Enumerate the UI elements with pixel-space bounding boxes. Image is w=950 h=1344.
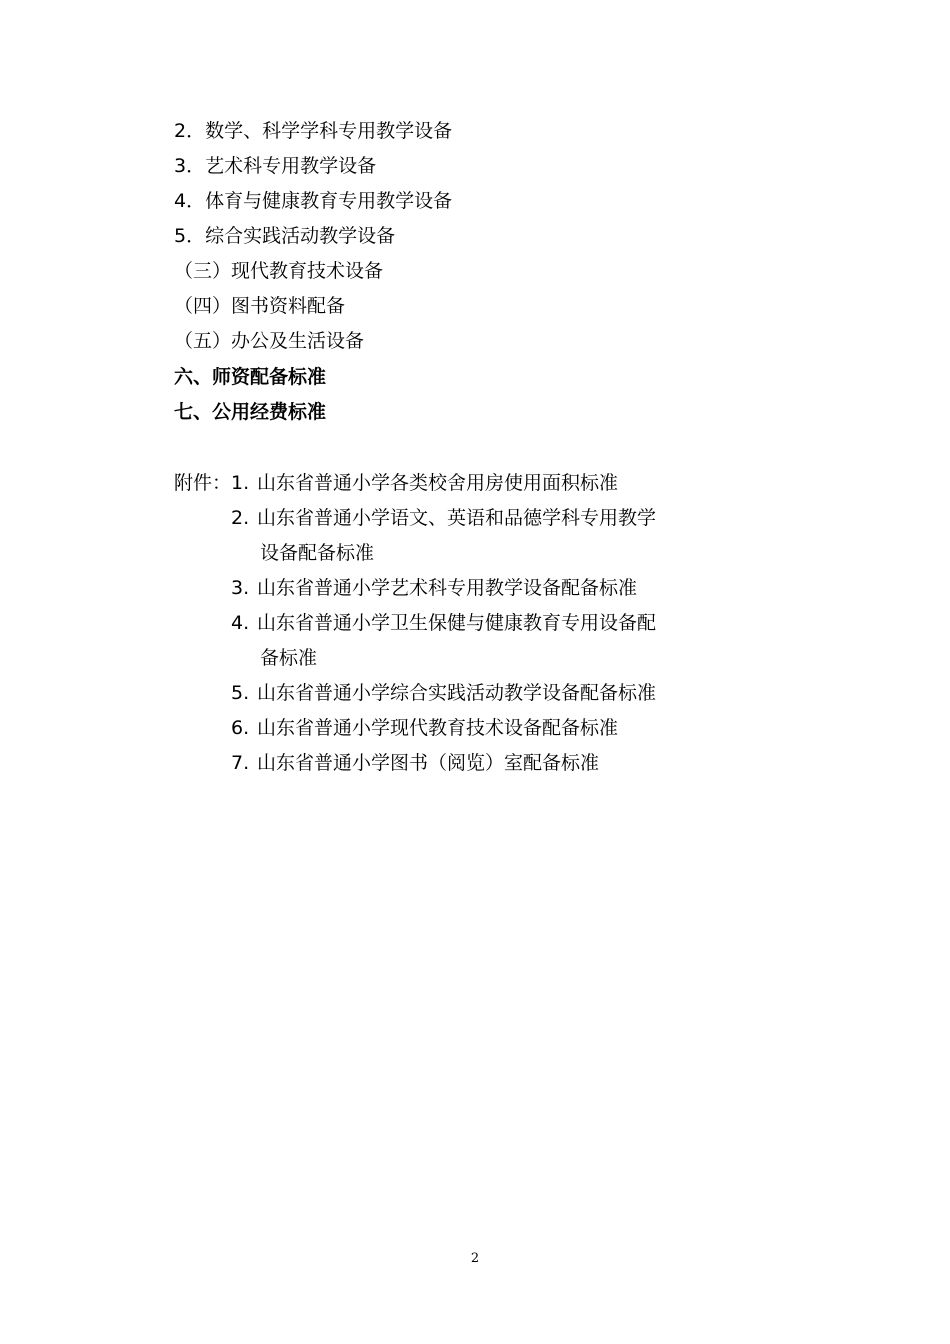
annex-item-number: 6.: [231, 717, 250, 739]
annex-item-title: 山东省普通小学各类校舍用房使用面积标准: [257, 472, 619, 494]
annex-item: [231, 471, 618, 495]
toc-heading-teachers: 六、师资配备标准: [174, 366, 327, 388]
annex-item-title: 山东省普通小学艺术科专用教学设备配备标准: [257, 577, 638, 599]
annex-item: [231, 506, 656, 530]
annex-item-title: 山东省普通小学现代教育技术设备配备标准: [257, 717, 619, 739]
toc-item-office: （五）办公及生活设备: [174, 330, 365, 352]
annex-item: [231, 576, 637, 600]
toc-item-pe-health: 4．体育与健康教育专用教学设备: [174, 190, 453, 212]
annex-item-number: 2.: [231, 507, 250, 529]
annex-item: [231, 751, 599, 775]
toc-item-arts: 3．艺术科专用教学设备: [174, 155, 377, 177]
toc-item-library: （四）图书资料配备: [174, 295, 346, 317]
annex-item-number: 1.: [231, 472, 250, 494]
annex-item-title: 山东省普通小学综合实践活动教学设备配备标准: [257, 682, 657, 704]
annex-item-title-continued: 设备配备标准: [260, 542, 375, 564]
toc-item-practice: 5．综合实践活动教学设备: [174, 225, 396, 247]
annex-item-title-continued: 备标准: [260, 647, 318, 669]
annex-item: [231, 716, 618, 740]
page-number: 2: [470, 1251, 480, 1266]
annex-item-title: 山东省普通小学图书（阅览）室配备标准: [257, 752, 600, 774]
toc-item-math-science: 2．数学、科学学科专用教学设备: [174, 120, 453, 142]
annex-item-number: 3.: [231, 577, 250, 599]
annex-item-number: 4.: [231, 612, 250, 634]
annex-label: 附件：: [174, 472, 232, 494]
annex-item: [231, 611, 656, 635]
annex-item-number: 5.: [231, 682, 250, 704]
toc-heading-funding: 七、公用经费标准: [174, 401, 327, 423]
annex-item: [231, 681, 656, 705]
toc-item-modern-tech: （三）现代教育技术设备: [174, 260, 384, 282]
annex-item-number: 7.: [231, 752, 250, 774]
annex-item-title: 山东省普通小学卫生保健与健康教育专用设备配: [257, 612, 657, 634]
annex-item-title: 山东省普通小学语文、英语和品德学科专用教学: [257, 507, 657, 529]
